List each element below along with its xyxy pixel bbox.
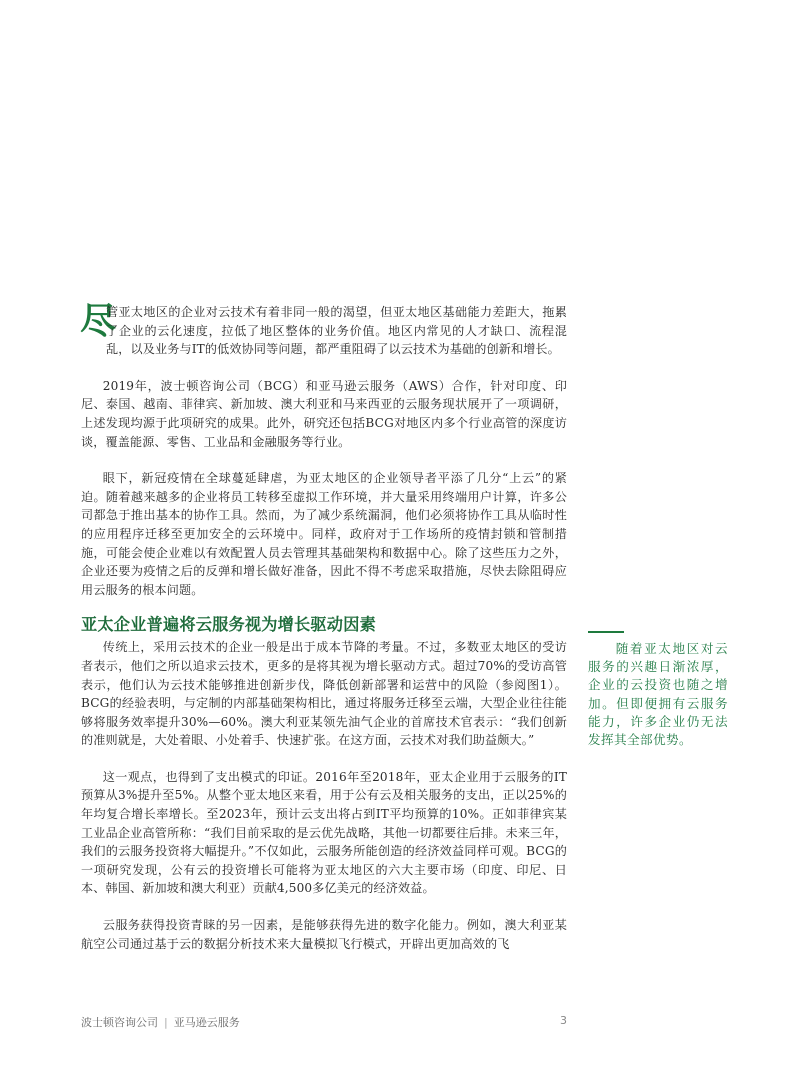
footer-publisher-aws: 亚马逊云服务: [173, 1016, 240, 1029]
callout-body: 随着亚太地区对云服务的兴趣日渐浓厚，企业的云投资也随之增加。但即便拥有云服务能力，许多企业仍无法发挥其全部优势。: [588, 641, 728, 748]
paragraph-survey: 2019年，波士顿咨询公司（BCG）和亚马逊云服务（AWS）合作，针对印度、印尼、泰国、越南、菲律宾、新加坡、澳大利亚和马来西亚的云服务现状展开了一项调研，上述发现均源于此项研究的成果。此外，研究还包括BCG对地区内多个行业高管的深度访谈，覆盖能源、零售、工业品和金融服务等行业。: [81, 378, 567, 449]
callout-text: [588, 640, 728, 749]
footer-publisher-bcg: 波士顿咨询公司: [81, 1016, 158, 1029]
intro-paragraph: [81, 303, 567, 359]
drop-cap: 尽: [80, 301, 117, 342]
paragraph-pandemic: 眼下，新冠疫情在全球蔓延肆虐，为亚太地区的企业领导者平添了几分“上云”的紧迫。随着越来越多的企业将员工转移至虚拟工作环境，并大量采用终端用户计算，许多公司都急于推出基本的协作工具。然而，为了减少系统漏洞，他们必须将协作工具从临时性的应用程序迁移至更加安全的云环境中。同样，政府对于工作场所的疫情封锁和管制措施，可能会使企业难以有效配置人员去管理其基础架构和数据中心。除了这些压力之外，企业还要为疫情之后的反弹和增长做好准备，因此不得不考虑采取措施，尽快去除阻碍应用云服务的根本问题。: [81, 471, 567, 597]
paragraph-spending: 这一观点，也得到了支出模式的印证。2016年至2018年，亚太企业用于云服务的IT预算从3%提升至5%。从整个亚太地区来看，用于公有云及相关服务的支出，正以25%的年均复合增长率增长。至2023年，预计云支出将占到IT平均预算的10%。正如菲律宾某工业品企业高管所称：“我们目前采取的是云优先战略，其他一切都要往后排。未来三年，我们的云服务投资将大幅提升。”不仅如此，云服务所能创造的经济效益同样可观。BCG的一项研究发现，公有云的投资增长可能将为亚太地区的六大主要市场（印度、印尼、日本、韩国、新加坡和澳大利亚）贡献4,500多亿美元的经济效益。: [81, 769, 567, 896]
paragraph-digital: 云服务获得投资青睐的另一因素，是能够获得先进的数字化能力。例如，澳大利亚某航空公司通过基于云的数据分析技术来大量模拟飞行模式，开辟出更加高效的飞: [81, 918, 567, 951]
page-footer: [81, 1014, 567, 1030]
sidebar-rule: [588, 631, 624, 633]
sidebar-callout: [588, 631, 728, 749]
section-heading: 亚太企业普遍将云服务视为增长驱动因素: [81, 615, 376, 635]
page-number: 3: [560, 1014, 567, 1027]
article-body: [81, 303, 567, 953]
paragraph-growth-driver: 传统上，采用云技术的企业一般是出于成本节降的考量。不过，多数亚太地区的受访者表示，他们之所以追求云技术，更多的是将其视为增长驱动方式。超过70%的受访高管表示，他们认为云技术能够推进创新步伐，降低创新部署和运营中的风险（参阅图1）。BCG的经验表明，与定制的内部基础架构相比，通过将服务迁移至云端，大型企业往往能够将服务效率提升30%—60%。澳大利亚某领先油气企业的首席技术官表示：“我们创新的准则就是，大处着眼、小处着手、快速扩张。在这方面，云技术对我们助益颇大。”: [81, 640, 567, 748]
intro-text: 管亚太地区的企业对云技术有着非同一般的渴望，但亚太地区基础能力差距大，拖累了企业的云化速度，拉低了地区整体的业务价值。地区内常见的人才缺口、流程混乱，以及业务与IT的低效协同等问题，都严重阻碍了以云技术为基础的创新和增长。: [106, 305, 567, 357]
footer-separator: |: [164, 1016, 168, 1029]
